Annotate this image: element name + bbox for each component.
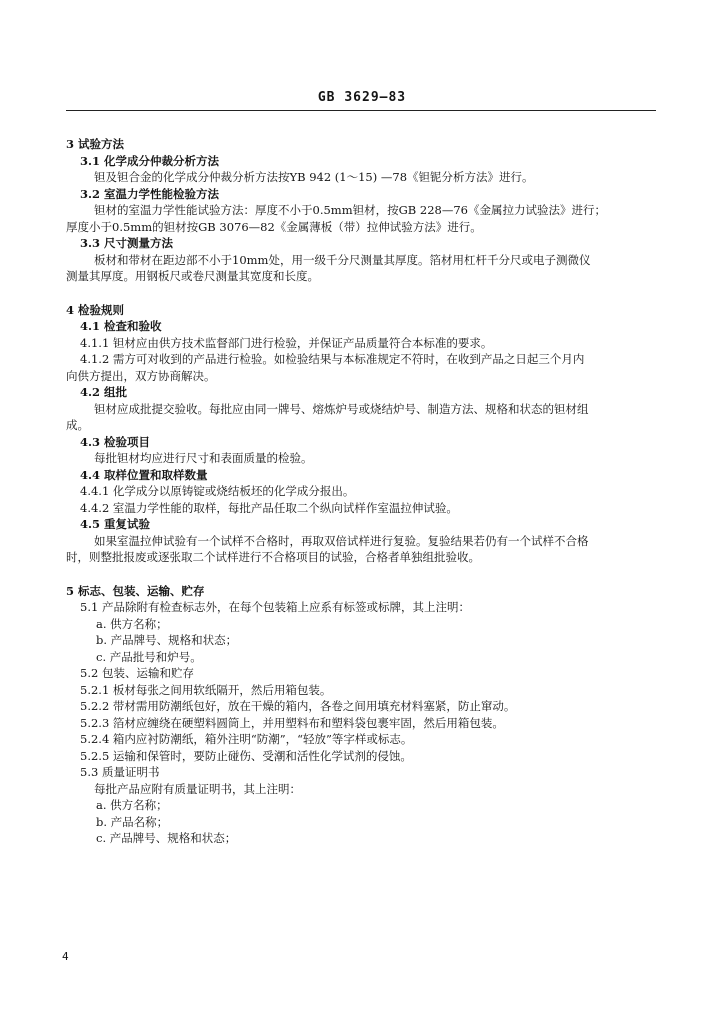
paragraph: 5.2.1 板材每张之间用软纸隔开，然后用箱包装。 bbox=[80, 682, 332, 697]
paragraph: 钽材的室温力学性能试验方法：厚度不小于0.5mm钽材，按GB 228—76《金属拉力试验法》进行； bbox=[94, 203, 606, 217]
subsection-heading: 3.1 化学成分仲裁分析方法 bbox=[80, 153, 220, 168]
paragraph: 时，则整批报废或逐张取二个试样进行不合格项目的试验，合格者单独组批验收。 bbox=[66, 550, 480, 564]
subsection-heading: 4.5 重复试验 bbox=[80, 517, 151, 531]
section-heading: 5 标志、包装、运输、贮存 bbox=[66, 583, 205, 598]
paragraph: 厚度小于0.5mm的钽材按GB 3076—82《金属薄板（带）拉伸试验方法》进行。 bbox=[66, 219, 482, 234]
document-body bbox=[66, 136, 640, 847]
paragraph: 4.4.1 化学成分以原铸锭或烧结板坯的化学成分报出。 bbox=[80, 484, 355, 498]
paragraph: 5.2.4 箱内应衬防潮纸，箱外注明“防潮”，“轻放”等字样或标志。 bbox=[80, 732, 413, 746]
list-item: c. 产品牌号、规格和状态； bbox=[96, 831, 237, 845]
header-rule bbox=[66, 110, 656, 111]
list-item: c. 产品批号和炉号。 bbox=[96, 649, 202, 664]
subsection-heading: 3.3 尺寸测量方法 bbox=[80, 236, 174, 250]
subsection-heading: 4.1 检查和验收 bbox=[80, 319, 162, 333]
paragraph: 板材和带材在距边部不小于10mm处，用一级千分尺测量其厚度。箔材用杠杆千分尺或电子测微仪 bbox=[94, 252, 591, 267]
paragraph: 如果室温拉伸试验有一个试样不合格时，再取双倍试样进行复验。复验结果若仍有一个试样不合格 bbox=[94, 533, 589, 548]
page-number: 4 bbox=[62, 950, 69, 963]
paragraph: 向供方提出，双方协商解决。 bbox=[66, 368, 216, 383]
section-heading: 4 检验规则 bbox=[66, 302, 125, 317]
list-item: a. 供方名称； bbox=[96, 616, 168, 631]
paragraph: 每批钽材均应进行尺寸和表面质量的检验。 bbox=[94, 451, 313, 465]
subsection-heading: 5.3 质量证明书 bbox=[80, 765, 160, 779]
list-item: b. 产品名称； bbox=[96, 814, 169, 829]
list-item: a. 供方名称； bbox=[96, 798, 168, 812]
paragraph: 4.1.2 需方可对收到的产品进行检验。如检验结果与本标准规定不符时，在收到产品之日起三个月内 bbox=[80, 352, 585, 366]
list-item: b. 产品牌号、规格和状态； bbox=[96, 633, 238, 647]
subsection-heading: 4.2 组批 bbox=[80, 385, 128, 399]
subsection-heading: 3.2 室温力学性能检验方法 bbox=[80, 186, 220, 201]
paragraph: 5.2.5 运输和保管时，要防止碰伤、受潮和活性化学试剂的侵蚀。 bbox=[80, 748, 412, 763]
paragraph: 钽材应成批提交验收。每批应由同一牌号、熔炼炉号或烧结炉号、制造方法、规格和状态的钽材组 bbox=[94, 401, 589, 416]
subsection-heading: 5.2 包装、运输和贮存 bbox=[80, 666, 194, 680]
subsection-heading: 4.3 检验项目 bbox=[80, 434, 151, 449]
paragraph: 5.1 产品除附有检查标志外，在每个包装箱上应系有标签或标牌，其上注明： bbox=[80, 600, 470, 614]
paragraph: 每批产品应附有质量证明书，其上注明： bbox=[94, 781, 301, 796]
paragraph: 5.2.3 箔材应缠绕在硬塑料圆筒上，并用塑料布和塑料袋包裹牢固，然后用箱包装。 bbox=[80, 715, 504, 730]
paragraph: 测量其厚度。用钢板尺或卷尺测量其宽度和长度。 bbox=[66, 269, 319, 283]
paragraph: 4.4.2 室温力学性能的取样，每批产品任取二个纵向试样作室温拉伸试验。 bbox=[80, 500, 458, 515]
page-header: GB 3629—83 bbox=[317, 90, 407, 105]
paragraph: 成。 bbox=[66, 418, 89, 432]
paragraph: 钽及钽合金的化学成分仲裁分析方法按YB 942 (1～15) —78《钽铌分析方法》进行。 bbox=[94, 170, 534, 184]
section-heading: 3 试验方法 bbox=[66, 137, 125, 151]
paragraph: 4.1.1 钽材应由供方技术监督部门进行检验，并保证产品质量符合本标准的要求。 bbox=[80, 335, 493, 350]
subsection-heading: 4.4 取样位置和取样数量 bbox=[80, 467, 208, 482]
paragraph: 5.2.2 带材需用防潮纸包好，放在干燥的箱内，各卷之间用填充材料塞紧，防止窜动。 bbox=[80, 699, 516, 713]
